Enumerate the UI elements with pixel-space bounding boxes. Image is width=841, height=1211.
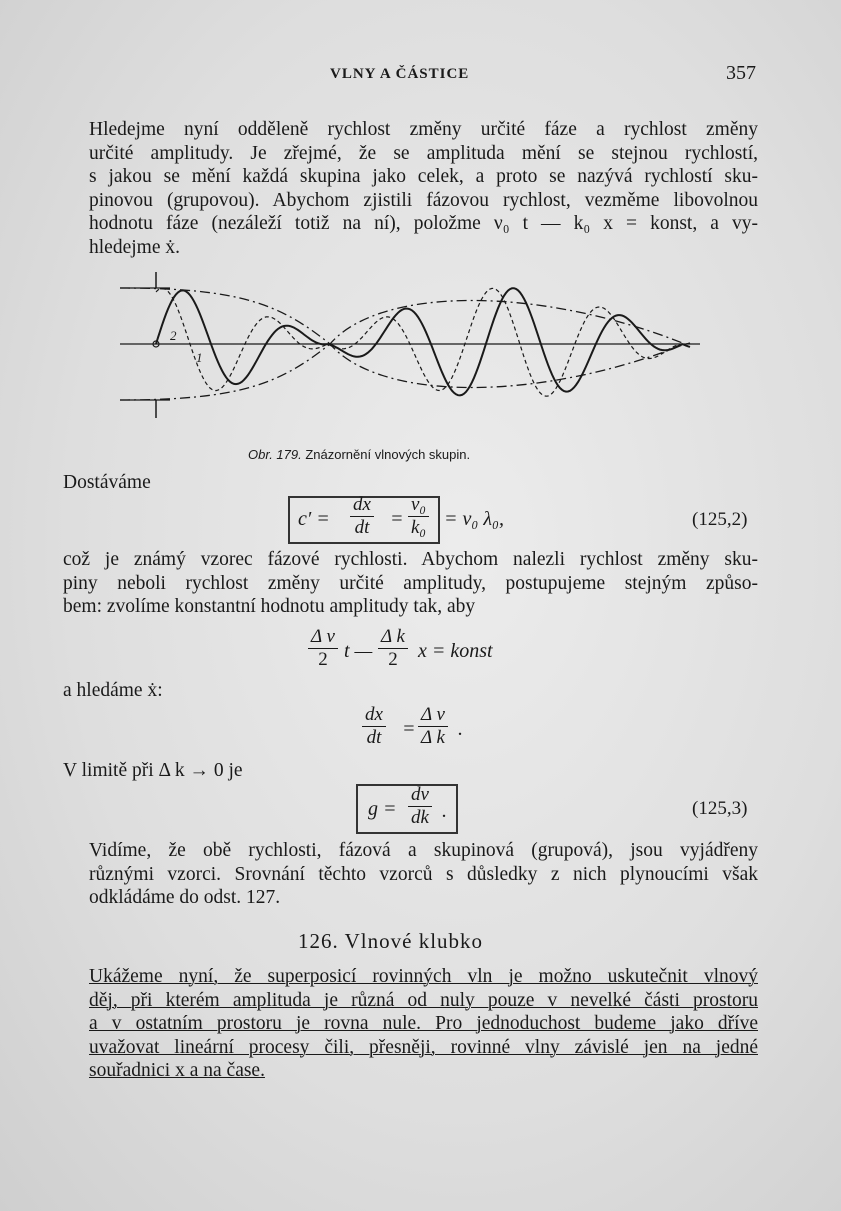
eq-group-lhs: g = <box>368 798 397 820</box>
numerator: Δ k <box>378 626 408 649</box>
eq-phase-rhs: = ν₀ λ₀, <box>444 508 504 530</box>
wave-curve-1 <box>156 288 690 395</box>
text-line: uvažovat lineární procesy čili, přesněji, rovinné vlny závislé jen na jedné <box>89 1036 758 1058</box>
text-line: s jakou se mění každá skupina jako celek, a proto se nazývá rychlostí sku- <box>89 166 758 187</box>
eq-amp-frac-dnu <box>308 626 338 671</box>
eq-phase-equals: = <box>390 508 404 530</box>
eq-ratio-frac-dnudk <box>418 704 448 749</box>
paragraph-phase-velocity <box>63 118 758 259</box>
text-limit: V limitě při Δ k → 0 je <box>63 760 243 781</box>
denominator: dk <box>411 807 429 828</box>
denominator: 2 <box>388 649 398 670</box>
text-hledame: a hledáme ẋ: <box>63 680 163 701</box>
numerator: ν₀ <box>408 494 429 517</box>
text-line: odkládáme do odst. 127. <box>89 887 281 908</box>
eq-phase-frac-dxdt <box>350 494 374 539</box>
caption-label: Obr. 179. <box>248 447 302 462</box>
text-line: Hledejme nyní odděleně rychlost změny určité fáze a rychlost změny <box>89 119 758 140</box>
eq-amp-frac-dk <box>378 626 408 671</box>
eq-amp-rhs: x = konst <box>418 640 493 662</box>
eq-group-end: . <box>442 800 447 822</box>
text-line: Vidíme, že obě rychlosti, fázová a skupinová (grupová), jsou vyjádřeny <box>89 840 758 861</box>
curve-label-1: 1 <box>196 350 203 365</box>
page-number: 357 <box>726 62 756 84</box>
text-line: pinovou (grupovou). Abychom zjistili fázovou rychlost, vezměme libovolnou <box>89 189 758 211</box>
eq-phase-lhs: c′ = <box>298 508 330 530</box>
eq-group-frac <box>408 784 432 829</box>
denominator: dt <box>354 517 370 538</box>
section-heading: 126. Vlnové klubko <box>298 929 484 953</box>
paragraph-wave-packet <box>63 965 758 1083</box>
numerator: Δ ν <box>308 626 338 649</box>
denominator: dt <box>366 727 382 748</box>
running-header: VLNY A ČÁSTICE <box>330 66 470 82</box>
eq-ratio-equals: = <box>402 718 416 740</box>
numerator: dν <box>408 784 432 807</box>
equation-number: (125,3) <box>692 798 748 819</box>
text-line: hledejme ẋ. <box>89 236 180 258</box>
figure-caption <box>248 447 470 462</box>
denominator: 2 <box>318 649 328 670</box>
equation-number: (125,2) <box>692 509 748 530</box>
text-line: piny neboli rychlost změny určité amplitudy, postupujeme stejným způso- <box>63 572 758 594</box>
text-line: a v ostatním prostoru je rovna nule. Pro jednoduchost budeme jako dříve <box>89 1013 758 1034</box>
eq-ratio-frac-dxdt <box>362 704 386 749</box>
text-line: různými vzorci. Srovnání těchto vzorců s důsledky z nich plynoucími však <box>89 863 758 885</box>
text-line: souřadnici x a na čase. <box>89 1060 265 1081</box>
text-line: děj, při kterém amplituda je různá od nuly pouze v nevelké části prostoru <box>89 989 758 1011</box>
text-line: což je známý vzorec fázové rychlosti. Abychom nalezli rychlost změny sku- <box>63 549 758 570</box>
denominator: k₀ <box>411 517 427 538</box>
text-line: určité amplitudy. Je zřejmé, že se amplituda mění se stejnou rychlostí, <box>89 142 758 164</box>
wave-curve-2 <box>156 288 690 396</box>
numerator: Δ ν <box>418 704 448 727</box>
wave-groups-figure <box>120 268 700 443</box>
text-line: bem: zvolíme konstantní hodnotu amplitudy tak, aby <box>63 596 476 617</box>
paragraph-comparison <box>63 839 758 910</box>
numerator: dx <box>350 494 374 517</box>
envelope-lower <box>120 344 685 400</box>
text-dostavame: Dostáváme <box>63 472 151 493</box>
curve-label-2: 2 <box>170 328 177 343</box>
caption-text: Znázornění vlnových skupin. <box>305 447 471 462</box>
eq-amp-mid: t — <box>344 640 373 662</box>
text-line: hodnotu fáze (nezáleží totiž na ní), položme ν₀ t — k₀ x = konst, a vy- <box>89 213 758 234</box>
paragraph-group-velocity <box>63 548 758 619</box>
denominator: Δ k <box>421 727 445 748</box>
eq-phase-frac-nuk <box>408 494 429 539</box>
text-line: Ukážeme nyní, že superposicí rovinných vln je možno uskutečnit vlnový <box>89 966 758 987</box>
eq-ratio-end: . <box>458 718 463 740</box>
numerator: dx <box>362 704 386 727</box>
